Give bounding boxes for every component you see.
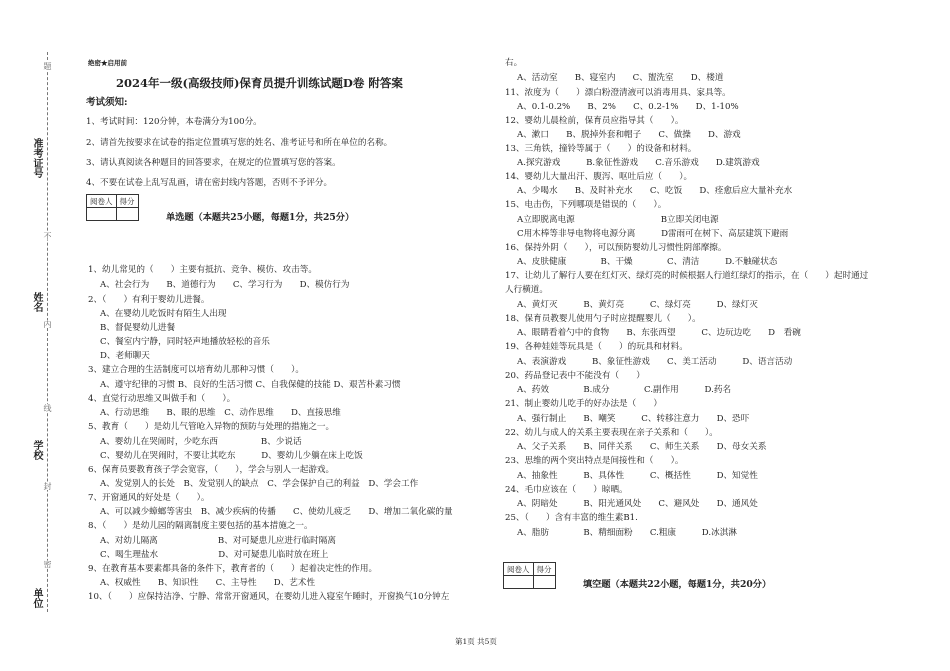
- seal-mark: 内: [43, 320, 52, 328]
- option-line: A.探究游戏 B.象征性游戏 C.音乐游戏 D.建筑游戏: [517, 158, 760, 168]
- score-box: [86, 194, 139, 221]
- score-blank[interactable]: [116, 208, 138, 221]
- option-line: C用木棒等非导电物将电源分离 D雷雨可在树下、高层建筑下避雨: [517, 229, 789, 239]
- reviewer-cell: 阅卷人: [504, 563, 534, 576]
- question-line: 24、毛巾应该在（ ）晾晒。: [505, 485, 628, 495]
- option-line: A、在婴幼儿吃饭时有陌生人出现: [100, 309, 227, 319]
- binding-margin: [0, 0, 75, 671]
- exam-number-label: 准考证号: [31, 138, 42, 178]
- question-line: 4、直觉行动思维又叫做手和（ ）。: [88, 394, 236, 404]
- section-heading-fill-blank: 填空题（本题共22小题，每题1分，共20分）: [583, 579, 772, 590]
- option-line: A、0.1-0.2% B、2% C、0.2-1% D、1-10%: [517, 102, 739, 112]
- question-line: 2、（ ）有利于婴幼儿进餐。: [88, 295, 210, 305]
- seal-mark: 线: [43, 404, 52, 412]
- option-line: A、社会行为 B、道德行为 C、学习行为 D、模仿行为: [100, 280, 350, 290]
- score-blank[interactable]: [533, 576, 555, 589]
- option-line: A、发觉别人的长处 B、发觉别人的缺点 C、学会保护自己的利益 D、学会工作: [100, 479, 419, 489]
- option-line: A、脂肪 B、精细面粉 C.粗康 D.冰淇淋: [517, 528, 737, 538]
- question-line: 13、三角铁，撞铃等属于（ ）的设备和材料。: [505, 144, 697, 154]
- notice-item: 3、请认真阅读各种题目的回答要求，在规定的位置填写您的答案。: [86, 158, 341, 168]
- secret-mark: 绝密★启用前: [88, 59, 127, 67]
- notice-item: 1、考试时间：120分钟，本卷满分为100分。: [86, 117, 262, 127]
- question-line: 1、幼儿常见的（ ）主要有抵抗、竞争、模仿、攻击等。: [88, 265, 317, 275]
- question-line: 11、浓度为（ ）漂白粉澄清液可以消毒用具、家具等。: [505, 88, 731, 98]
- question-line: 16、保持外阴（ ），可以预防婴幼儿习惯性阴部摩擦。: [505, 243, 727, 253]
- question-line: 9、在教育基本要素都具备的条件下，教育者的（ ）起着决定性的作用。: [88, 564, 378, 574]
- question-line: 3、建立合理的生活制度可以培育幼儿那种习惯（ ）。: [88, 365, 305, 375]
- score-box: [503, 562, 556, 589]
- option-line: A、漱口 B、脱掉外套和帽子 C、做操 D、游戏: [517, 130, 741, 140]
- question-line: 21、制止婴幼儿吃手的好办法是（ ）: [505, 399, 663, 409]
- reviewer-cell: 阅卷人: [87, 195, 117, 208]
- option-line: B、督促婴幼儿进餐: [100, 323, 176, 333]
- exam-title: 2024年一级(高级技师)保育员提升训练试题D卷 附答案: [116, 76, 403, 90]
- seal-mark: 题: [43, 62, 52, 70]
- question-line: 19、各种娃娃等玩具是（ ）的玩具和材料。: [505, 342, 688, 352]
- option-line: A、表演游戏 B、象征性游戏 C、美工活动 D、语言活动: [517, 357, 793, 367]
- option-line: A、权威性 B、知识性 C、主导性 D、艺术性: [100, 578, 316, 588]
- option-line: A、阴暗处 B、阳光通风处 C、避风处 D、通风处: [517, 499, 758, 509]
- page-number: 第1页 共5页: [455, 637, 497, 646]
- option-line: A、强行制止 B、嘲笑 C、转移注意力 D、恐吓: [517, 414, 750, 424]
- option-line: A、眼睛看着勺中的食物 B、东张西望 C、边玩边吃 D 看碗: [517, 328, 801, 338]
- question-line: 人行横道。: [505, 285, 548, 295]
- notice-item: 4、不要在试卷上乱写乱画，请在密封线内答题，否则不予评分。: [86, 178, 333, 188]
- reviewer-blank[interactable]: [87, 208, 117, 221]
- question-line: 10、（ ）应保持洁净、宁静、常常开窗通风，在婴幼儿进入寝室午睡时，开窗换气10分钟左: [88, 592, 450, 602]
- option-line: D、老师聊天: [100, 351, 150, 361]
- notice-item: 2、请首先按要求在试卷的指定位置填写您的姓名、准考证号和所在单位的名称。: [86, 138, 393, 148]
- option-line: C、喝生理盐水 D、对可疑患儿临时放在班上: [100, 550, 329, 560]
- unit-label: 单位: [31, 588, 42, 608]
- question-line: 7、开窗通风的好处是（ ）。: [88, 493, 210, 503]
- question-line: 22、幼儿与成人的关系主要表现在亲子关系和（ ）。: [505, 428, 718, 438]
- seal-mark: 不: [43, 232, 52, 240]
- notice-heading: 考试须知:: [86, 97, 128, 108]
- seal-mark: 密: [43, 560, 52, 568]
- option-line: A、活动室 B、寝室内 C、盥洗室 D、楼道: [517, 73, 724, 83]
- question-line: 5、教育（ ）是幼儿气管呛入异物的预防与处理的措施之一。: [88, 422, 335, 432]
- score-cell: 得分: [533, 563, 555, 576]
- option-line: A、抽象性 B、具体性 C、概括性 D、知觉性: [517, 471, 758, 481]
- school-label: 学校: [31, 440, 42, 460]
- question-line: 23、思维的两个突出特点是间接性和（ ）。: [505, 456, 684, 466]
- option-line: A、婴幼儿在哭闹时，少吃东西 B、少说话: [100, 437, 302, 447]
- seal-mark: 封: [43, 482, 52, 490]
- option-line: A、对幼儿隔离 B、对可疑患儿应进行临时隔离: [100, 536, 336, 546]
- option-line: A、可以减少蟑螂等害虫 B、减少疾病的传播 C、使幼儿疲乏 D、增加二氧化碳的量: [100, 507, 453, 517]
- option-line: C、餐室内宁静，同时轻声地播放轻松的音乐: [100, 337, 270, 347]
- question-line: 20、药品登记表中不能没有（ ）: [505, 371, 645, 381]
- option-line: A、少喝水 B、及时补充水 C、吃饭 D、痊愈后应大量补充水: [517, 186, 793, 196]
- question-line: 14、婴幼儿大量出汗、腹泻、呕吐后应（ ）。: [505, 172, 693, 182]
- option-line: A、黄灯灭 B、黄灯亮 C、绿灯亮 D、绿灯灭: [517, 300, 758, 310]
- section-heading-single-choice: 单选题（本题共25小题，每题1分，共25分）: [166, 212, 355, 223]
- option-line: A、父子关系 B、同伴关系 C、师生关系 D、母女关系: [517, 442, 767, 452]
- question-line: 8、（ ）是幼儿园的隔离制度主要包括的基本措施之一。: [88, 521, 313, 531]
- option-line: A立即脱离电源 B立即关闭电源: [517, 215, 719, 225]
- question-line: 15、电击伤，下列哪项是错误的（ ）。: [505, 200, 667, 210]
- reviewer-blank[interactable]: [504, 576, 534, 589]
- option-line: A、遵守纪律的习惯 B、良好的生活习惯 C、自我保健的技能 D、艰苦朴素习惯: [100, 380, 401, 390]
- question-line: 25、（ ）含有丰富的维生素B1.: [505, 513, 638, 523]
- option-line: C、婴幼儿在哭闹时，不要让其吃东 D、婴幼儿少躺在床上吃饭: [100, 451, 363, 461]
- question-line: 12、婴幼儿晨检前，保育员应指导其（ ）。: [505, 116, 684, 126]
- seal-line: [47, 52, 48, 612]
- score-cell: 得分: [116, 195, 138, 208]
- option-line: A、行动思维 B、眼的思维 C、动作思维 D、直接思维: [100, 408, 341, 418]
- option-line: A、药效 B.成分 C.副作用 D.药名: [517, 385, 732, 395]
- name-label: 姓名: [31, 292, 42, 312]
- question-line: 17、让幼儿了解行人要在红灯灭、绿灯亮的时候根据人行道红绿灯的指示，在（ ）起时通过: [505, 271, 869, 281]
- option-line: A、皮肤健康 B、干燥 C、清洁 D.不触碰状态: [517, 257, 778, 267]
- question-line: 6、保育员要教育孩子学会宽容，（ ），学会与别人一起游戏。: [88, 465, 335, 475]
- question-line: 18、保育员教婴儿使用勺子时应提醒婴儿（ ）。: [505, 314, 701, 324]
- question-line: 右。: [505, 58, 523, 68]
